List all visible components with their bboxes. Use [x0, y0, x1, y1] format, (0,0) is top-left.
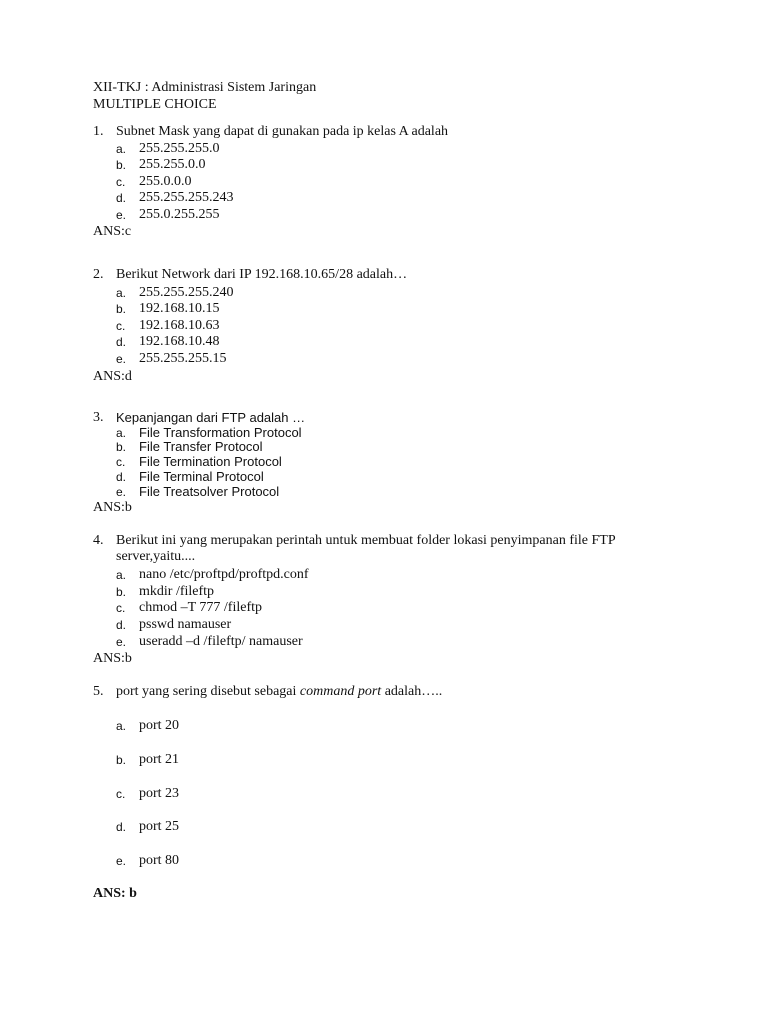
- option-text: 192.168.10.15: [139, 301, 220, 316]
- option-letter: d.: [116, 820, 127, 834]
- option-text: port 23: [139, 786, 180, 801]
- option-letter: e.: [116, 635, 127, 649]
- option-text: 255.255.0.0: [139, 157, 206, 172]
- option-text: 255.255.255.240: [139, 285, 234, 300]
- option-letter: e.: [116, 854, 127, 868]
- option-letter: b.: [116, 302, 127, 316]
- option-letter: b.: [116, 158, 127, 172]
- option-letter: b.: [116, 585, 127, 599]
- option-text: File Termination Protocol: [139, 454, 282, 469]
- answer-key: ANS:b: [93, 500, 132, 515]
- question-text-before: port yang sering disebut sebagai: [116, 684, 300, 699]
- question-number: 2.: [93, 267, 104, 282]
- option-text: 192.168.10.48: [139, 334, 220, 349]
- option-letter: c.: [116, 455, 126, 469]
- option-letter: a.: [116, 568, 127, 582]
- question-number: 5.: [93, 684, 104, 699]
- option-text: port 21: [139, 752, 180, 767]
- option-text: psswd namauser: [139, 617, 232, 632]
- option-text: 255.0.255.255: [139, 207, 220, 222]
- option-letter: c.: [116, 601, 126, 615]
- option-text: 255.0.0.0: [139, 174, 192, 189]
- question-text-italic: command port: [299, 684, 382, 699]
- option-letter: d.: [116, 618, 127, 632]
- answer-key: ANS:d: [93, 369, 132, 384]
- option-letter: a.: [116, 142, 127, 156]
- question-text-continued: server,yaitu....: [116, 549, 196, 564]
- question-text: [116, 684, 442, 700]
- option-letter: c.: [116, 175, 126, 189]
- option-text: File Transfer Protocol: [139, 439, 263, 454]
- question-text-after: adalah…..: [381, 684, 443, 699]
- option-text: 255.255.255.0: [139, 141, 220, 156]
- option-letter: a.: [116, 719, 127, 733]
- option-letter: b.: [116, 753, 127, 767]
- option-text: port 25: [139, 819, 180, 834]
- option-letter: d.: [116, 191, 127, 205]
- question-number: 3.: [93, 410, 104, 425]
- section-title: MULTIPLE CHOICE: [93, 97, 217, 112]
- course-title: XII-TKJ : Administrasi Sistem Jaringan: [93, 80, 317, 95]
- option-text: 255.255.255.243: [139, 190, 234, 205]
- option-text: port 80: [139, 853, 180, 868]
- answer-key: ANS: b: [93, 886, 137, 901]
- answer-key: ANS:c: [93, 224, 132, 239]
- option-text: File Terminal Protocol: [139, 469, 264, 484]
- option-text: useradd –d /fileftp/ namauser: [139, 634, 303, 649]
- option-text: nano /etc/proftpd/proftpd.conf: [139, 567, 309, 582]
- option-letter: c.: [116, 787, 126, 801]
- answer-key: ANS:b: [93, 651, 132, 666]
- option-letter: a.: [116, 426, 127, 440]
- option-text: port 20: [139, 718, 180, 733]
- question-text: Kepanjangan dari FTP adalah …: [116, 410, 306, 425]
- option-letter: d.: [116, 335, 127, 349]
- question-text: Subnet Mask yang dapat di gunakan pada ip kelas A adalah: [116, 124, 449, 139]
- question-number: 1.: [93, 124, 104, 139]
- option-text: mkdir /fileftp: [139, 584, 215, 599]
- option-letter: e.: [116, 352, 127, 366]
- option-text: 255.255.255.15: [139, 351, 227, 366]
- option-letter: a.: [116, 286, 127, 300]
- option-text: File Treatsolver Protocol: [139, 484, 280, 499]
- question-text: Berikut ini yang merupakan perintah untuk membuat folder lokasi penyimpanan file FTP: [116, 533, 616, 548]
- option-letter: b.: [116, 440, 127, 454]
- option-letter: c.: [116, 319, 126, 333]
- option-letter: e.: [116, 485, 127, 499]
- option-text: 192.168.10.63: [139, 318, 220, 333]
- option-text: File Transformation Protocol: [139, 425, 302, 440]
- question-number: 4.: [93, 533, 104, 548]
- option-letter: d.: [116, 470, 127, 484]
- option-text: chmod –T 777 /fileftp: [139, 600, 262, 615]
- option-letter: e.: [116, 208, 127, 222]
- question-text: Berikut Network dari IP 192.168.10.65/28 adalah…: [116, 267, 408, 282]
